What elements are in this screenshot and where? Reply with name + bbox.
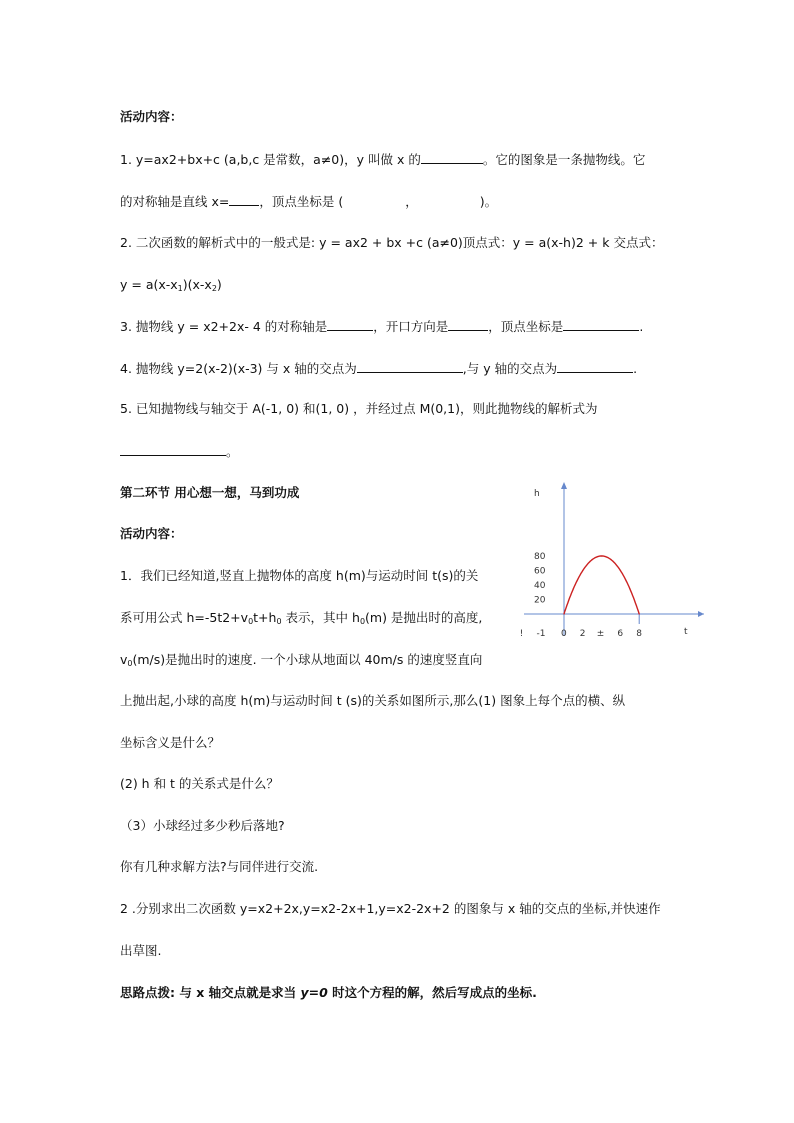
x-tick-label: 6 bbox=[617, 629, 624, 639]
answer-blank[interactable] bbox=[229, 193, 259, 206]
section-2-title: 第二环节 用心想一想，马到功成 bbox=[120, 485, 300, 500]
y-tick-label: 80 bbox=[534, 552, 546, 562]
y-tick-label: 20 bbox=[534, 595, 546, 606]
problem-1-line-1: 1．我们已经知道,竖直上抛物体的高度 h(m)与运动时间 t(s)的关 bbox=[120, 568, 479, 583]
problem-1-question-2: (2) h 和 t 的关系式是什么？ bbox=[120, 776, 279, 791]
height-time-chart bbox=[520, 478, 710, 643]
x-tick-label: 8 bbox=[636, 629, 642, 639]
question-5-line-1: 5. 已知抛物线与轴交于 A(-1, 0) 和(1, 0) ，并经过点 M(0,1)，则此抛物线的解析式为 bbox=[120, 401, 598, 416]
chart-series-curve bbox=[564, 556, 639, 614]
problem-1-line-4: 上抛出起,小球的高度 h(m)与运动时间 t (s)的关系如图所示,那么(1) 图象上每个点的横、纵 bbox=[120, 693, 626, 708]
question-5-line-2: 。 bbox=[120, 443, 239, 460]
hint-line: 思路点拨: 与 x 轴交点就是求当 y=0 时这个方程的解，然后写成点的坐标. bbox=[120, 985, 537, 1000]
y-axis-label: h bbox=[534, 489, 540, 499]
question-2-line-2: $y = a(x-x_1)(x-x_2)$ bbox=[120, 277, 222, 293]
answer-blank[interactable] bbox=[327, 318, 373, 331]
x-axis-label: t bbox=[684, 627, 688, 637]
question-1-line-2: 的对称轴是直线 x= ，顶点坐标是 ( ， )。 bbox=[120, 194, 498, 209]
answer-blank[interactable] bbox=[421, 151, 483, 164]
problem-1-question-3: （3）小球经过多少秒后落地? bbox=[120, 818, 285, 833]
problem-1-line-3: $v_0(m/s)$是抛出时的速度. 一个小球从地面以 40m/s 的速度竖直向 bbox=[120, 652, 483, 668]
x-tick-label: ! bbox=[520, 629, 524, 639]
activity-content-heading: 活动内容： bbox=[120, 109, 183, 124]
question-3: 3. 抛物线 y = x2+2x- 4 的对称轴是 ，开口方向是 ，顶点坐标是 . bbox=[120, 319, 644, 334]
problem-2-line-1: 2 .分别求出二次函数 y=x2+2x,y=x2-2x+1,y=x2-2x+2 的图象与 x 轴的交点的坐标,并快速作 bbox=[120, 901, 661, 916]
x-tick-label: 2 bbox=[579, 629, 586, 639]
section-2-activity-heading: 活动内容： bbox=[120, 526, 183, 541]
discussion-prompt: 你有几种求解方法?与同伴进行交流. bbox=[120, 859, 319, 874]
answer-blank[interactable] bbox=[557, 360, 633, 373]
problem-1-line-5: 坐标含义是什么？ bbox=[120, 735, 221, 750]
y-tick-label: 40 bbox=[534, 581, 546, 591]
answer-blank[interactable] bbox=[563, 318, 639, 331]
y-tick-label: 60 bbox=[534, 566, 546, 577]
question-2-line-1: 2. 二次函数的解析式中的一般式是: y = ax2 + bx +c (a≠0)顶点式：y = a(x-h)2 + k 交点式： bbox=[120, 235, 664, 250]
answer-blank[interactable] bbox=[120, 443, 226, 456]
y-axis-arrow-icon bbox=[561, 482, 567, 489]
x-axis-arrow-icon bbox=[698, 611, 704, 617]
problem-1-line-2: 系可用公式 $h=-5t2+v_0t+h_0$ 表示，其中 $h_0(m)$ 是抛出时的高度, bbox=[120, 610, 483, 626]
question-1-line-1: 1. y=ax2+bx+c (a,b,c 是常数，a≠0)，y 叫做 x 的 。它的图象是一条抛物线。它 bbox=[120, 152, 646, 167]
x-tick-label: -1 bbox=[536, 629, 546, 639]
problem-2-line-2: 出草图. bbox=[120, 943, 162, 958]
answer-blank[interactable] bbox=[448, 318, 488, 331]
x-tick-label: 0 bbox=[561, 629, 567, 639]
answer-blank[interactable] bbox=[357, 360, 463, 373]
question-4: 4. 抛物线 y=2(x-2)(x-3) 与 x 轴的交点为 ,与 y 轴的交点为 . bbox=[120, 361, 638, 376]
x-tick-label: ± bbox=[596, 629, 605, 639]
